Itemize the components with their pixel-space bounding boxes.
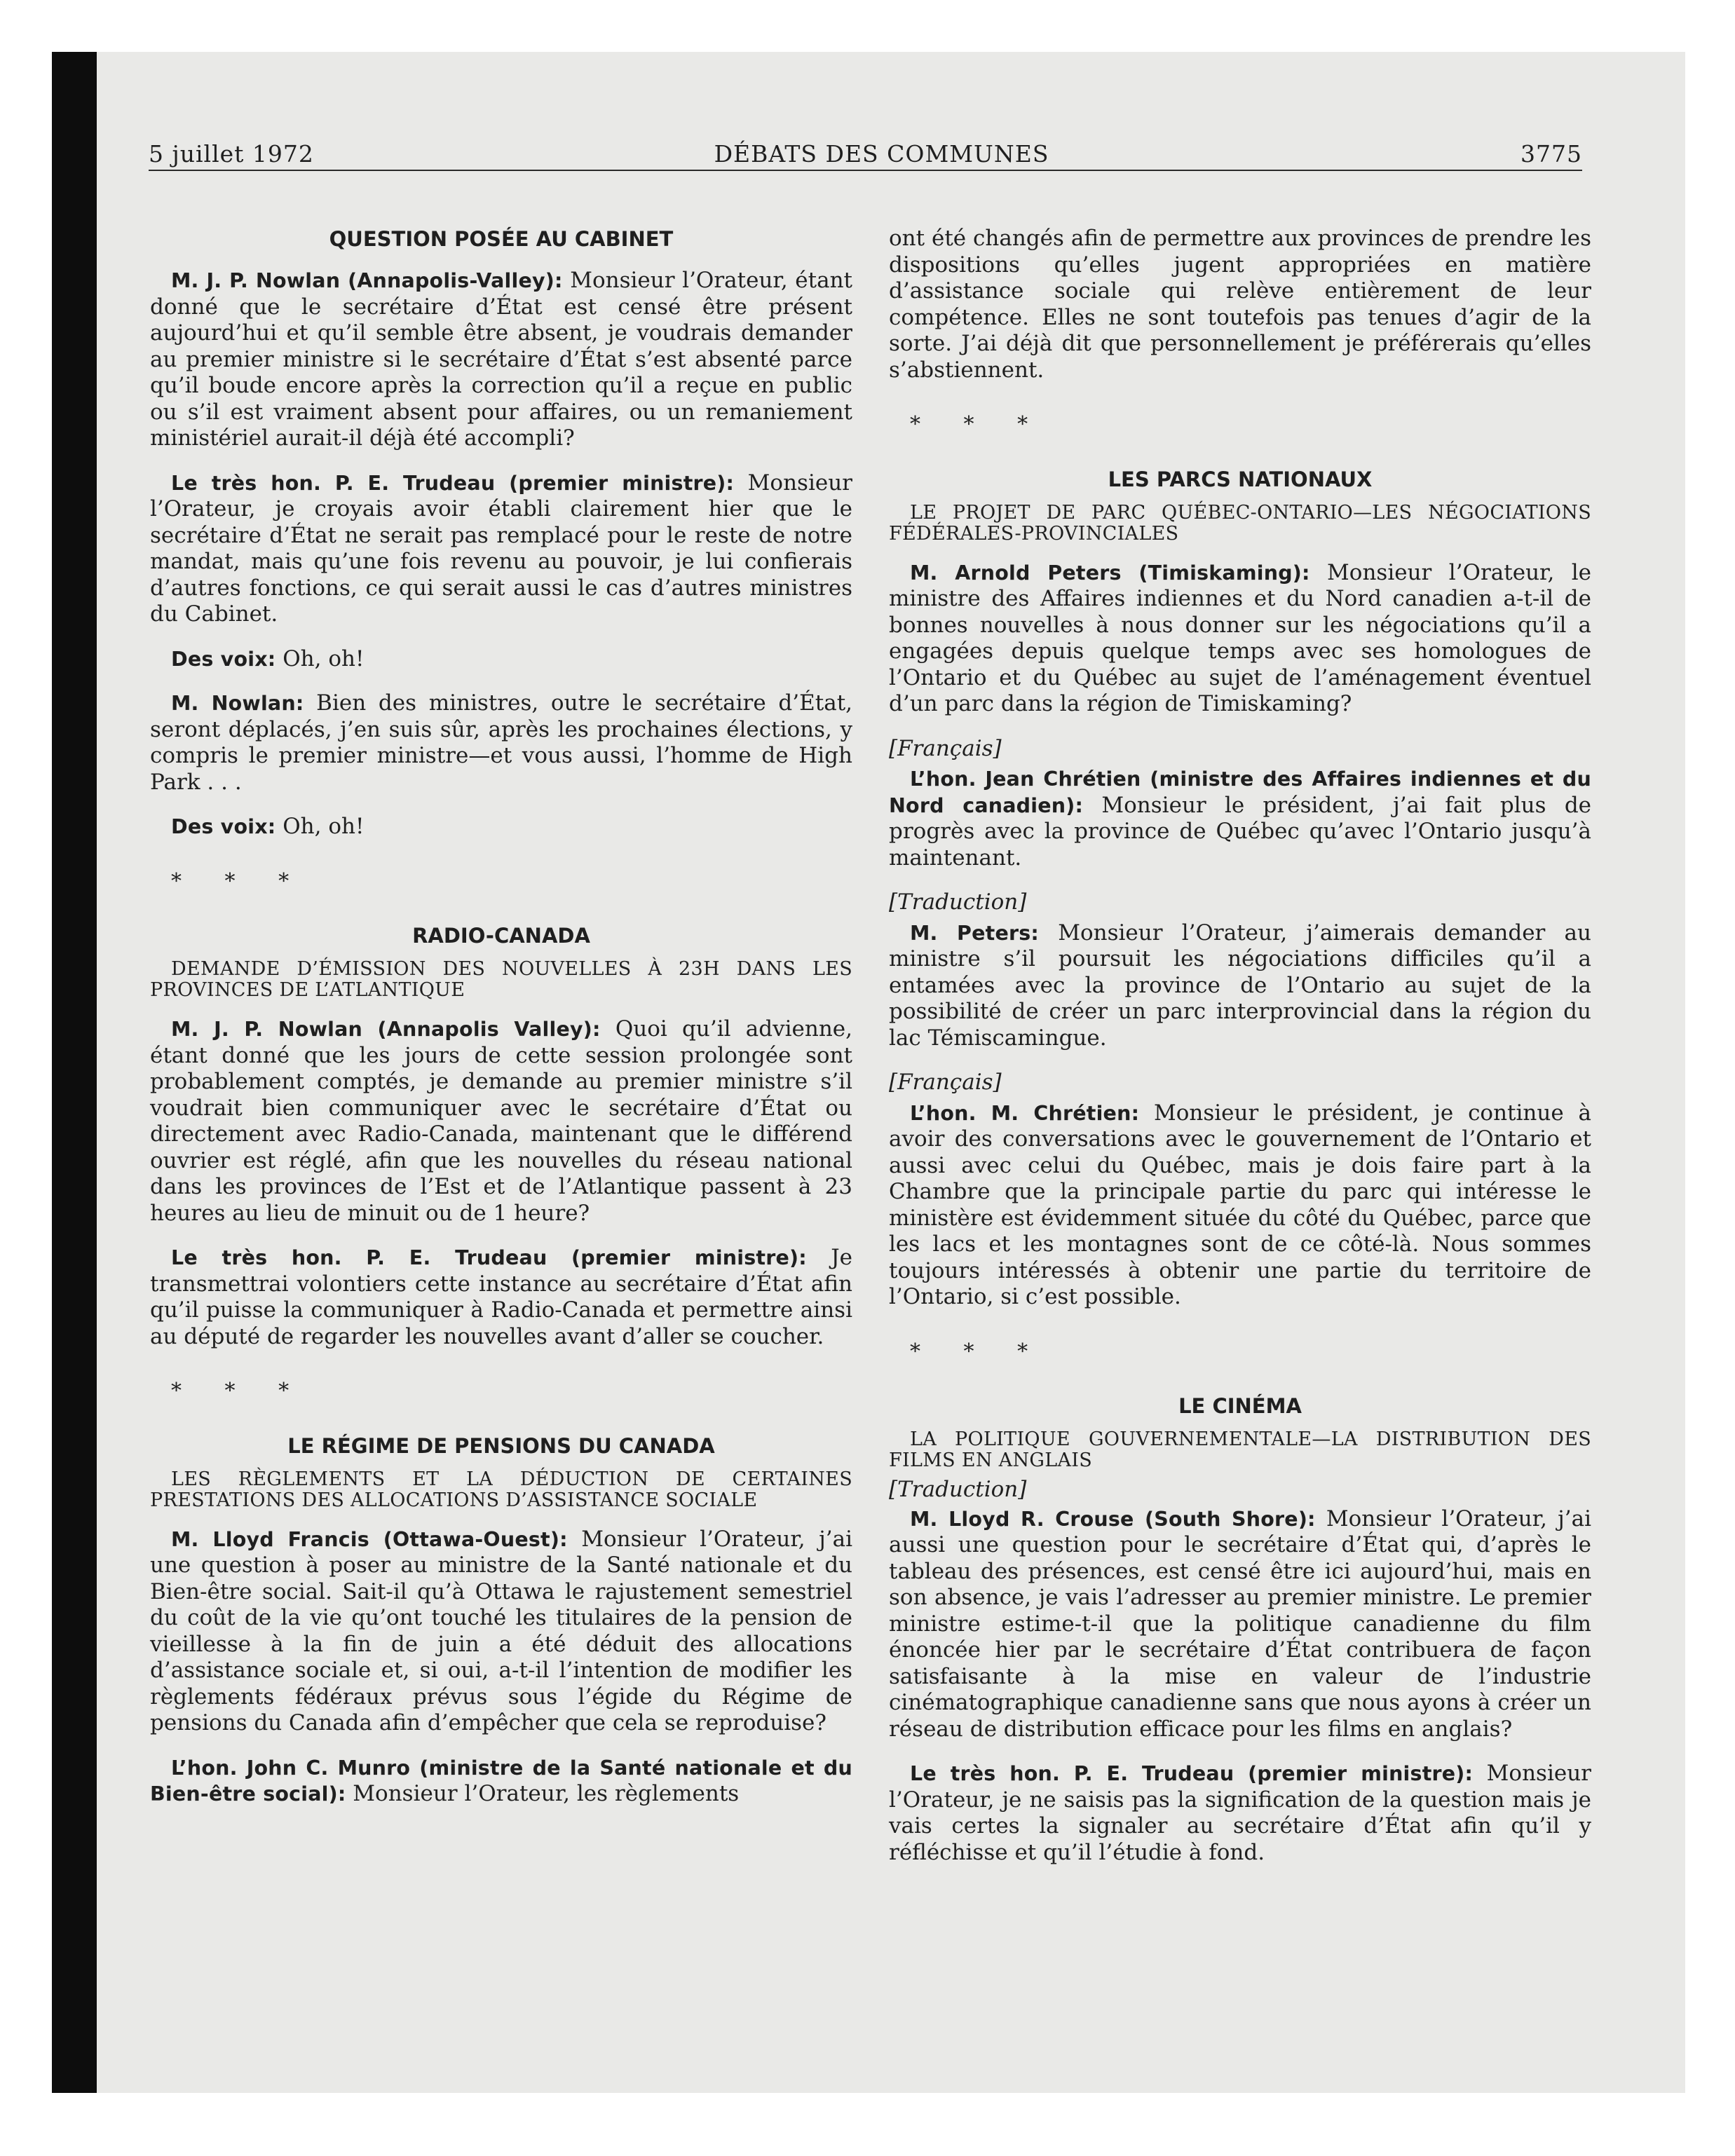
section-subheading: LE PROJET DE PARC QUÉBEC-ONTARIO—LES NÉGOCIATIONS FÉDÉRALES-PROVINCIALES	[889, 501, 1591, 545]
paragraph	[889, 766, 1591, 871]
speaker: M. J. P. Nowlan (Annapolis Valley):	[171, 1018, 601, 1041]
speaker: Le très hon. P. E. Trudeau (premier ministre):	[171, 471, 735, 495]
section-heading: QUESTION POSÉE AU CABINET	[329, 227, 674, 251]
paragraph	[889, 1100, 1591, 1311]
paragraph	[150, 1245, 852, 1350]
speaker: M. Arnold Peters (Timiskaming):	[910, 561, 1310, 585]
speech-text: Monsieur le président, j’ai fait plus de progrès avec la province de Québec qu’avec l’Ontario jusqu’à maintenant.	[889, 792, 1592, 871]
right-column	[889, 226, 1591, 1866]
section-separator: * * *	[171, 1379, 308, 1403]
speaker: L’hon. M. Chrétien:	[910, 1101, 1140, 1125]
speaker: L’hon. John C. Munro (ministre de la Santé nationale et du Bien-être social):	[150, 1756, 852, 1806]
speaker: M. Nowlan:	[171, 692, 304, 715]
section-heading: LE CINÉMA	[1178, 1394, 1302, 1418]
speaker: L’hon. Jean Chrétien (ministre des Affaires indiennes et du Nord canadien):	[889, 767, 1591, 817]
scan-binding-edge	[52, 52, 97, 2093]
section-subheading: LES RÈGLEMENTS ET LA DÉDUCTION DE CERTAINES PRESTATIONS DES ALLOCATIONS D’ASSISTANCE SOCIALE	[150, 1468, 852, 1511]
speaker: M. Peters:	[910, 921, 1040, 945]
section-separator: * * *	[171, 868, 308, 894]
speech-text: Bien des ministres, outre le secrétaire d’État, seront déplacés, j’en suis sûr, après les prochaines élections, y compris le premier ministre—et vous aussi, l’homme de High Park . . .	[150, 690, 852, 795]
section-heading: LE RÉGIME DE PENSIONS DU CANADA	[287, 1433, 715, 1458]
paragraph	[889, 1761, 1591, 1866]
paragraph	[150, 690, 852, 796]
section-heading: RADIO-CANADA	[412, 924, 590, 948]
header-date: 5 juillet 1972	[149, 140, 314, 168]
paragraph	[150, 268, 852, 452]
header-rule	[149, 170, 1582, 171]
speaker: M. J. P. Nowlan (Annapolis-Valley):	[171, 269, 563, 292]
section-separator: * * *	[910, 412, 1047, 437]
speech-text: Monsieur l’Orateur, étant donné que le secrétaire d’État est censé être présent aujourd’hui et qu’il semble être absent, je voudrais demander au premier ministre si le secrétaire d’État s’est absenté parce qu’il boude encore après la correction qu’il a reçue en public ou s’il est vraiment absent pour affaires, ou un remaniement ministériel aurait-il déjà été accompli?	[150, 268, 853, 451]
paragraph	[150, 1016, 852, 1227]
paragraph	[889, 920, 1591, 1052]
speaker: Le très hon. P. E. Trudeau (premier ministre):	[171, 1246, 807, 1269]
section-heading: LES PARCS NATIONAUX	[1108, 467, 1373, 491]
speech-text: Monsieur l’Orateur, j’aimerais demander au ministre s’il poursuit les négociations difficiles qu’il a entamées avec la province de l’Ontario au sujet de la possibilité de créer un parc interprovincial dans la région du lac Témiscamingue.	[889, 920, 1591, 1051]
section-separator: * * *	[910, 1339, 1047, 1364]
speech-text: Oh, oh!	[283, 646, 365, 671]
paragraph	[889, 1506, 1591, 1743]
section-subheading: LA POLITIQUE GOUVERNEMENTALE—LA DISTRIBUTION DES FILMS EN ANGLAIS	[889, 1428, 1591, 1471]
language-marker: [Traduction]	[889, 1477, 1027, 1502]
speech-text: Monsieur l’Orateur, j’ai aussi une question pour le secrétaire d’État qui, d’après le tableau des présences, est censé être ici aujourd’hui, mais en son absence, je vais l’adresser au premier ministre. Le premier ministre estime-t-il que la politique canadienne du film énoncée hier par le secrétaire d’État contribuera de façon satisfaisante à la mise en valeur de l’industrie cinématographique canadienne sans que nous ayons à créer un réseau de distribution efficace pour les films en anglais?	[889, 1506, 1592, 1742]
speech-text: Je transmettrai volontiers cette instance au secrétaire d’État afin qu’il puisse la communiquer à Radio-Canada et permettre ainsi au député de regarder les nouvelles avant d’aller se coucher.	[150, 1245, 852, 1349]
language-marker: [Traduction]	[889, 889, 1027, 915]
paragraph	[150, 470, 852, 628]
speech-text: Quoi qu’il advienne, étant donné que les jours de cette session prolongée sont probablement comptés, je demande au premier ministre s’il voudrait bien communiquer avec le secrétaire d’État ou directement avec Radio-Canada, maintenant que le différend ouvrier est réglé, afin que les nouvelles du réseau national dans les provinces de l’Est et de l’Atlantique passent à 23 heures au lieu de minuit ou de 1 heure?	[150, 1016, 852, 1226]
speaker: M. Lloyd R. Crouse (South Shore):	[910, 1507, 1316, 1531]
paragraph	[150, 814, 852, 840]
section-subheading: DEMANDE D’ÉMISSION DES NOUVELLES À 23H DANS LES PROVINCES DE L’ATLANTIQUE	[150, 958, 852, 1001]
header-title: DÉBATS DES COMMUNES	[714, 140, 1049, 168]
speech-text: Monsieur l’Orateur, le ministre des Affaires indiennes et du Nord canadien a-t-il de bonnes nouvelles à nous donner sur les négociations qu’il a engagées depuis quelque temps avec ses homologues de l’Ontario et du Québec au sujet de l’aménagement éventuel d’un parc dans la région de Timiskaming?	[889, 559, 1591, 716]
speech-text: Oh, oh!	[283, 814, 365, 839]
paragraph	[150, 1755, 852, 1808]
header-page-number: 3775	[1520, 140, 1582, 168]
language-marker: [Français]	[889, 735, 1002, 761]
speech-text: Monsieur l’Orateur, je croyais avoir établi clairement hier que le secrétaire d’État ne serait pas remplacé pour le reste de notre mandat, mais qu’une fois revenu au pouvoir, je lui confierais d’autres fonctions, ce qui serait aussi le cas d’autres ministres du Cabinet.	[150, 470, 852, 627]
paragraph-continued: ont été changés afin de permettre aux provinces de prendre les dispositions qu’elles jugent appropriées en matière d’assistance sociale qui relève entièrement de leur compétence. Elles ne sont toutefois pas tenues d’agir de la sorte. J’ai déjà dit que personnellement je préférerais qu’elles s’abstiennent.	[889, 226, 1591, 383]
speech-text: Monsieur l’Orateur, je ne saisis pas la signification de la question mais je vais certes la signaler au secrétaire d’État afin qu’il y réfléchisse et qu’il l’étudie à fond.	[889, 1761, 1591, 1865]
speech-text: Monsieur l’Orateur, j’ai une question à poser au ministre de la Santé nationale et du Bien-être social. Sait-il qu’à Ottawa le rajustement semestriel du coût de la vie qu’ont touché les titulaires de la pension de vieillesse à la fin de juin a été déduit des allocations d’assistance sociale et, si oui, a-t-il l’intention de modifier les règlements fédéraux prévus sous l’égide du Régime de pensions du Canada afin d’empêcher que cela se reproduise?	[150, 1526, 852, 1735]
paragraph	[150, 646, 852, 673]
speaker: Des voix:	[171, 815, 276, 838]
speech-text: Monsieur le président, je continue à avoir des conversations avec le gouvernement de l’Ontario et aussi avec celui du Québec, mais je dois faire part à la Chambre que la principale partie du parc qui intéresse le ministère est évidemment située du côté du Québec, parce que les lacs et les montagnes sont de ce côté-là. Nous sommes toujours intéressés à obtenir une partie du territoire de l’Ontario, si c’est possible.	[889, 1100, 1592, 1309]
left-column	[150, 226, 852, 1808]
language-marker: [Français]	[889, 1070, 1002, 1095]
paragraph	[150, 1527, 852, 1737]
speech-text: Monsieur l’Orateur, les règlements	[353, 1781, 740, 1806]
speaker: Le très hon. P. E. Trudeau (premier ministre):	[910, 1762, 1474, 1785]
speaker: M. Lloyd Francis (Ottawa-Ouest):	[171, 1527, 568, 1551]
speaker: Des voix:	[171, 647, 276, 671]
paragraph	[889, 560, 1591, 718]
